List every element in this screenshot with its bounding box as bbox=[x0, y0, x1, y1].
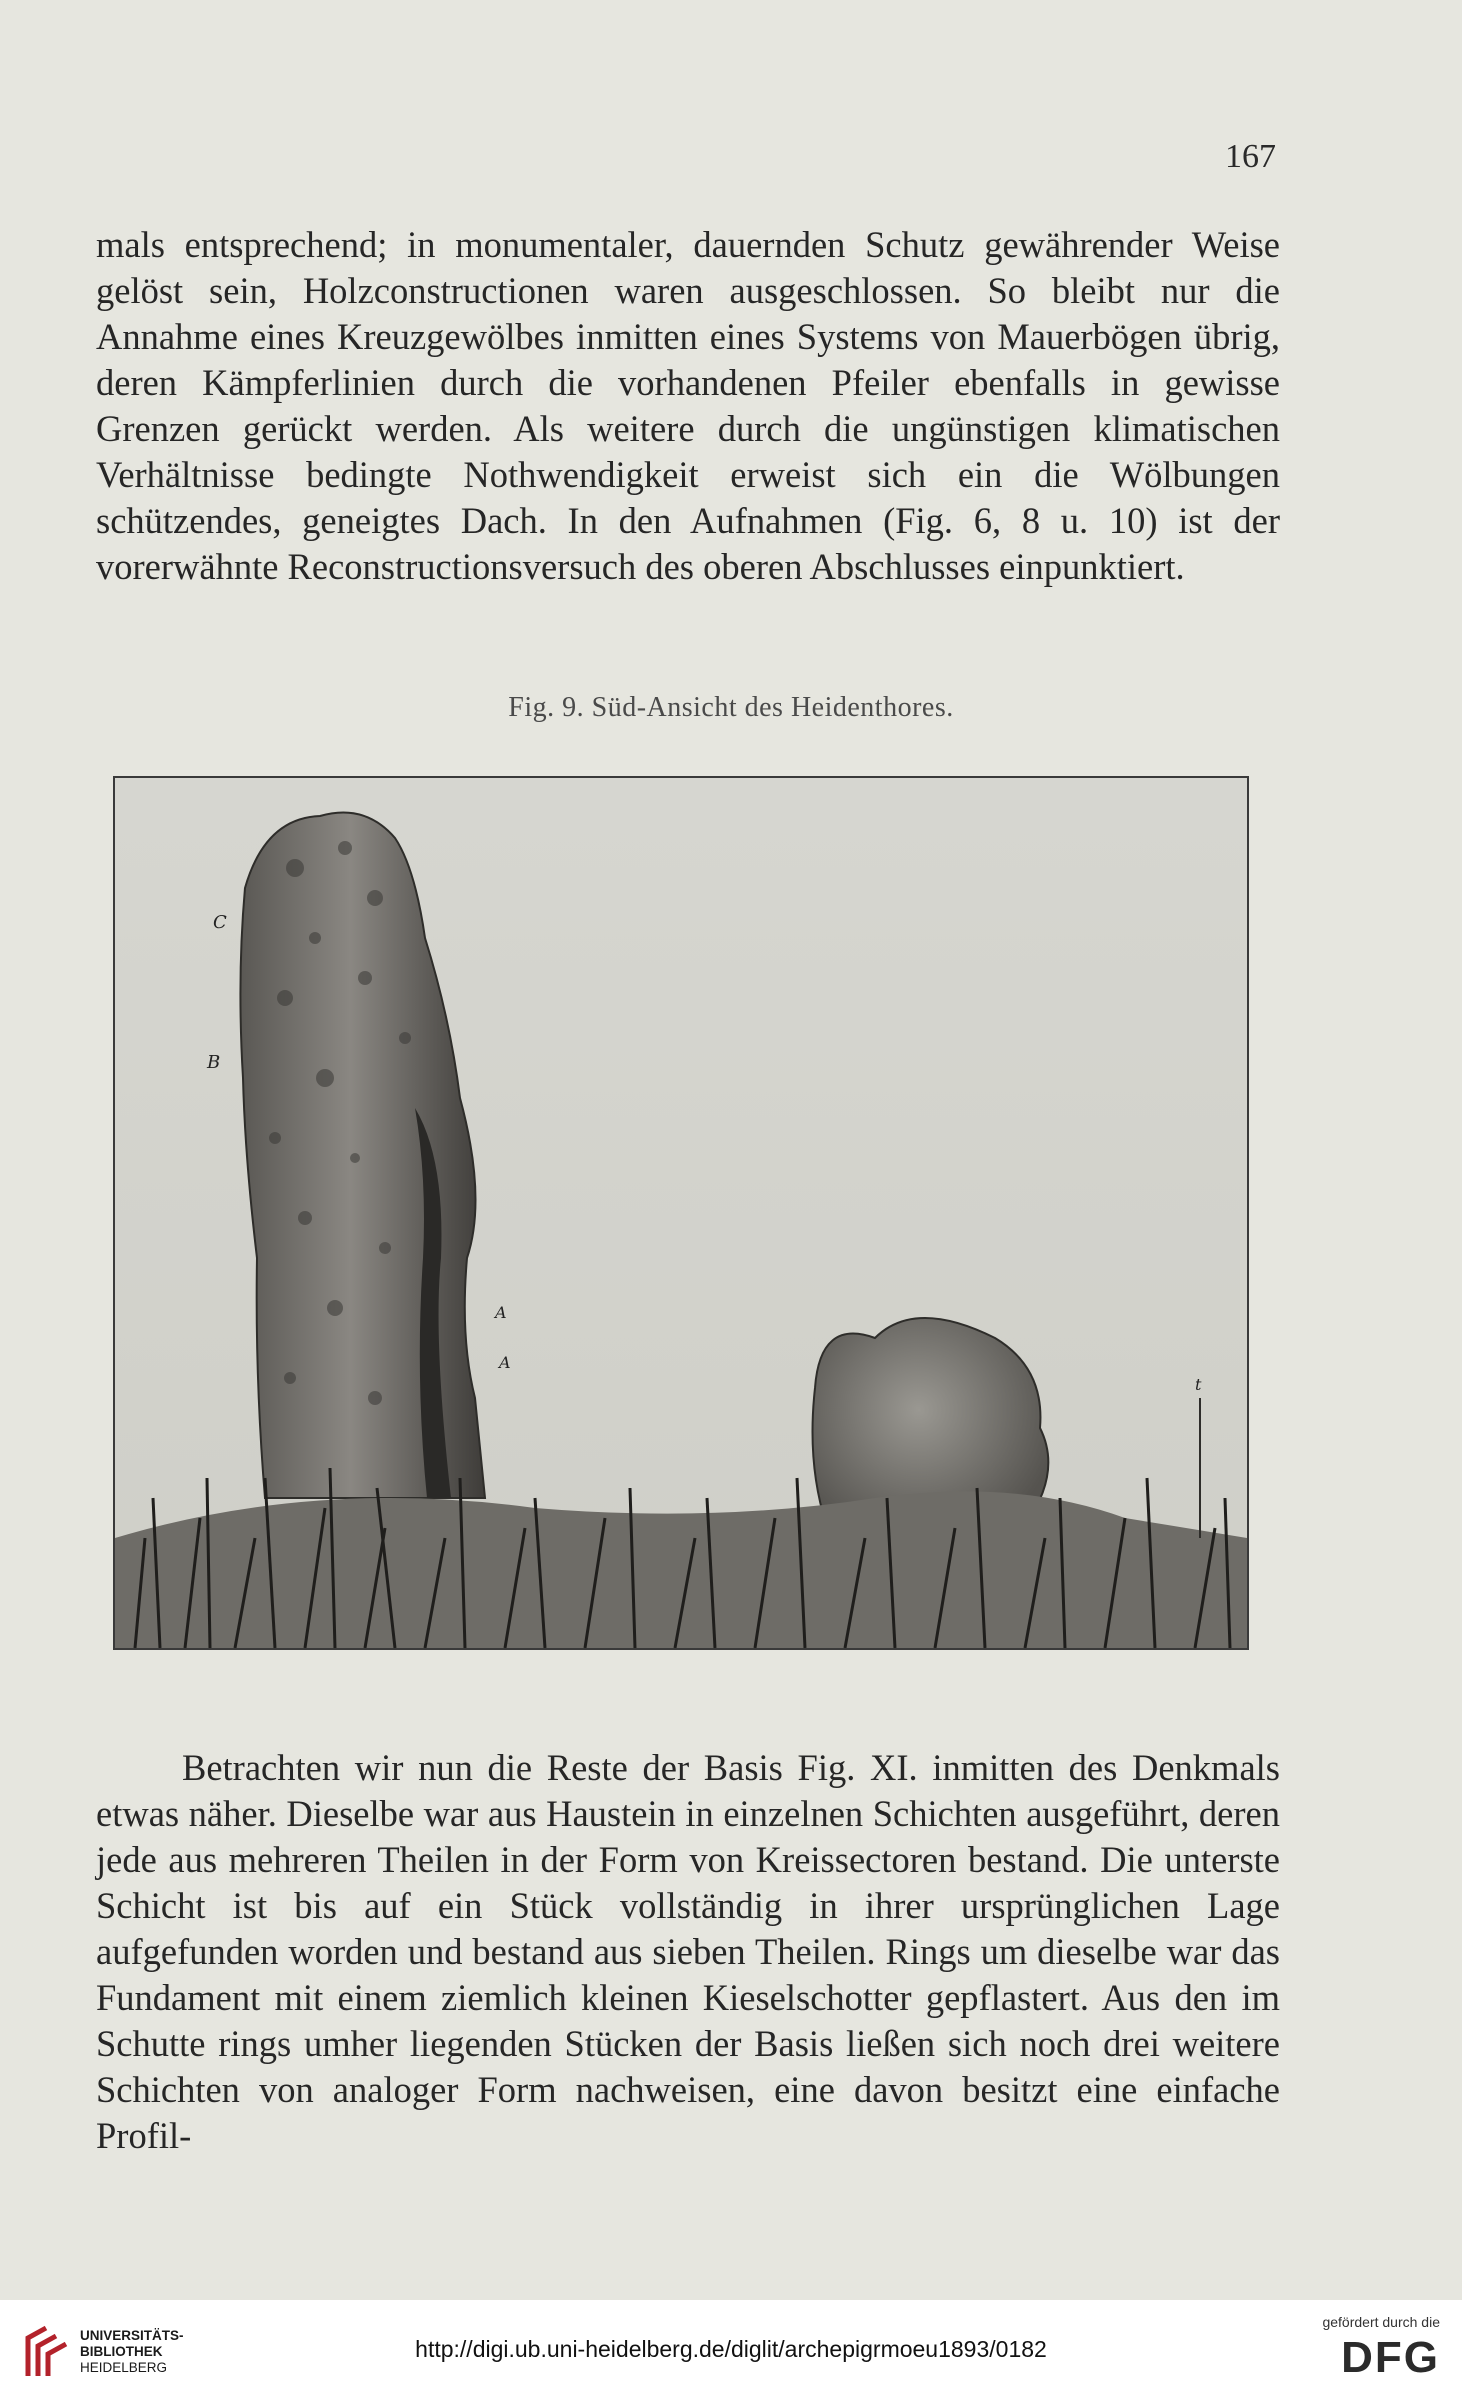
paragraph-top: mals entsprechend; in monumentaler, dauernden Schutz gewährender Weise gelöst sein, Holzconstructionen waren ausgeschlossen. So bleibt nur die Annahme eines Kreuzgewölbes inmitten eines Systems von Mauerbögen übrig, deren Kämpferlinien durch die vorhandenen Pfeiler ebenfalls in gewisse Grenzen gerückt werden. Als weitere durch die ungünstigen klimatischen Verhältnisse bedingte Nothwendigkeit erweist sich ein die Wölbungen schützendes, geneigtes Dach. In den Aufnahmen (Fig. 6, 8 u. 10) ist der vorerwähnte Reconstructionsversuch des oberen Abschlusses einpunktiert. bbox=[96, 224, 1280, 587]
ruin-illustration bbox=[115, 778, 1247, 1648]
figure-photo-heidenthor bbox=[113, 776, 1249, 1650]
viewer-footer bbox=[0, 2300, 1462, 2395]
page-number: 167 bbox=[1225, 138, 1276, 175]
paragraph-bottom: Betrachten wir nun die Reste der Basis Fig. XI. inmitten des Denkmals etwas näher. Dieselbe war aus Haustein in einzelnen Schichten ausgeführt, deren jede aus mehreren Theilen in der Form von Kreissectoren bestand. Die unterste Schicht ist bis auf ein Stück vollständig in ihrer ursprünglichen Lage aufgefunden worden und bestand aus sieben Theilen. Rings um dieselbe war das Fundament mit einem ziemlich kleinen Kieselschotter gepflastert. Aus den im Schutte rings umher liegenden Stücken der Basis ließen sich noch drei weitere Schichten von analoger Form nachweisen, eine davon besitzt eine einfache Profil- bbox=[96, 1747, 1280, 2156]
rubble-mound bbox=[115, 1491, 1247, 1648]
funder-text: gefördert durch die bbox=[1322, 2314, 1440, 2330]
label-t: t bbox=[1195, 1375, 1202, 1394]
permalink-url[interactable]: http://digi.ub.uni-heidelberg.de/diglit/archepigrmoeu1893/0182 bbox=[415, 2336, 1047, 2362]
library-name-line1: UNIVERSITÄTS- bbox=[80, 2328, 184, 2343]
label-a-lower: A bbox=[499, 1353, 511, 1372]
library-name-line3: HEIDELBERG bbox=[80, 2360, 168, 2375]
label-c: C bbox=[213, 912, 227, 933]
funder-logo[interactable] bbox=[1290, 2314, 1440, 2392]
label-a-upper: A bbox=[495, 1303, 507, 1322]
figure-caption: Fig. 9. Süd-Ansicht des Heidenthores. bbox=[508, 692, 954, 723]
label-b: B bbox=[207, 1052, 221, 1073]
library-name-line2: BIBLIOTHEK bbox=[80, 2344, 163, 2359]
dfg-logo: DFG bbox=[1341, 2333, 1440, 2382]
